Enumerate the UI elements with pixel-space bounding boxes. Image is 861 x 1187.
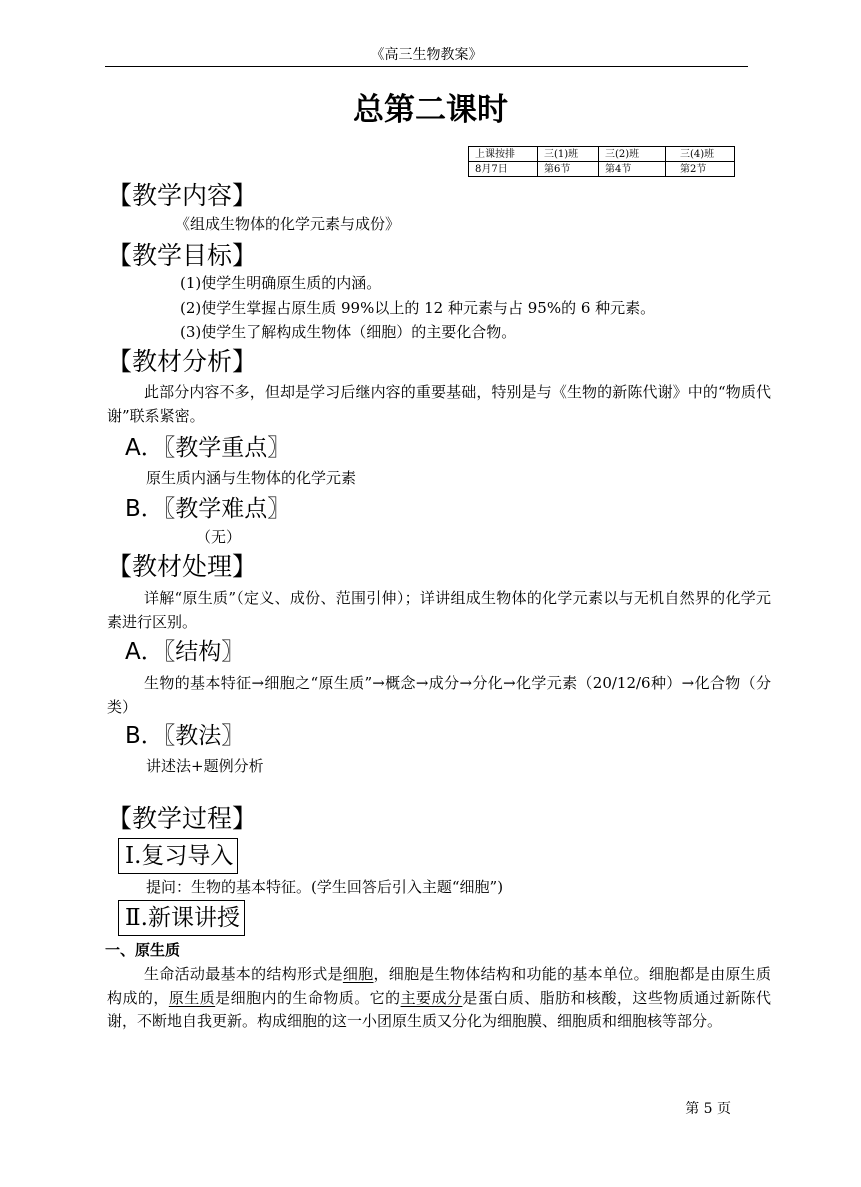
schedule-cell: 第4节 <box>599 162 666 177</box>
text-span: ，细胞是生物体结构和功能的基本单位。细胞都是由原生质构成的， <box>107 965 771 1007</box>
review-intro-box: Ⅰ.复习导入 <box>118 838 238 874</box>
text-span: 是细胞内的生命物质。它的 <box>215 988 401 1007</box>
schedule-cell: 三(1)班 <box>538 147 599 162</box>
schedule-cell: 三(2)班 <box>599 147 666 162</box>
material-processing-heading: 【教材处理】 <box>107 552 258 581</box>
running-header: 《高三生物教案》 <box>370 47 483 63</box>
teaching-goal-item: (2)使学生掌握占原生质 99%以上的 12 种元素与占 95%的 6 种元素。 <box>180 299 656 317</box>
difficulty-heading: B．〖教学难点〗 <box>125 496 291 522</box>
key-point-text: 原生质内涵与生物体的化学元素 <box>146 469 357 487</box>
difficulty-text: （无） <box>196 528 242 546</box>
schedule-table <box>468 146 735 177</box>
schedule-cell: 上课按排 <box>469 147 538 162</box>
underlined-term: 原生质 <box>168 988 216 1007</box>
schedule-row <box>469 147 735 162</box>
teaching-goal-item: (1)使学生明确原生质的内涵。 <box>180 274 382 292</box>
schedule-row <box>469 162 735 177</box>
underlined-term: 主要成分 <box>400 988 463 1007</box>
method-heading: B．〖教法〗 <box>125 723 245 749</box>
lesson-title: 总第二课时 <box>353 92 508 128</box>
schedule-cell: 第2节 <box>666 162 735 177</box>
key-point-heading: A．〖教学重点〗 <box>125 435 291 461</box>
method-text: 讲述法+题例分析 <box>146 757 264 775</box>
header-rule <box>105 66 748 67</box>
review-intro-text: 提问：生物的基本特征。(学生回答后引入主题“细胞”) <box>146 878 504 896</box>
protoplasm-paragraph <box>107 963 771 1034</box>
teaching-content-heading: 【教学内容】 <box>107 181 258 210</box>
teaching-goals-heading: 【教学目标】 <box>107 241 258 270</box>
protoplasm-heading: 一、原生质 <box>105 941 181 959</box>
page-number: 第 5 页 <box>685 1101 731 1117</box>
teaching-content-text: 《组成生物体的化学元素与成份》 <box>175 215 401 233</box>
material-analysis-heading: 【教材分析】 <box>107 347 258 376</box>
material-analysis-text: 此部分内容不多，但却是学习后继内容的重要基础，特别是与《生物的新陈代谢》中的“物质代谢”联系紧密。 <box>107 383 771 425</box>
material-processing-text: 详解“原生质”（定义、成份、范围引伸）；详讲组成生物体的化学元素以与无机自然界的化学元素进行区别。 <box>107 589 771 631</box>
schedule-cell: 8月7日 <box>469 162 538 177</box>
text-span: 是蛋白质、脂肪和核酸，这些物质通过新陈代谢，不断地自我更新。构成细胞的这一小团原生质又分化为细胞膜、细胞质和细胞核等部分。 <box>107 988 771 1030</box>
structure-heading: A．〖结构〗 <box>125 639 245 665</box>
schedule-cell: 三(4)班 <box>666 147 735 162</box>
teaching-goal-item: (3)使学生了解构成生物体（细胞）的主要化合物。 <box>180 323 517 341</box>
new-lesson-box: Ⅱ.新课讲授 <box>118 900 245 936</box>
structure-text: 生物的基本特征→细胞之“原生质”→概念→成分→分化→化学元素（20/12/6种）→化合物（分类） <box>107 674 771 716</box>
underlined-term: 细胞 <box>342 965 374 983</box>
text-span: 生命活动最基本的结构形式是 <box>144 965 343 983</box>
teaching-process-heading: 【教学过程】 <box>107 804 258 833</box>
schedule-cell: 第6节 <box>538 162 599 177</box>
